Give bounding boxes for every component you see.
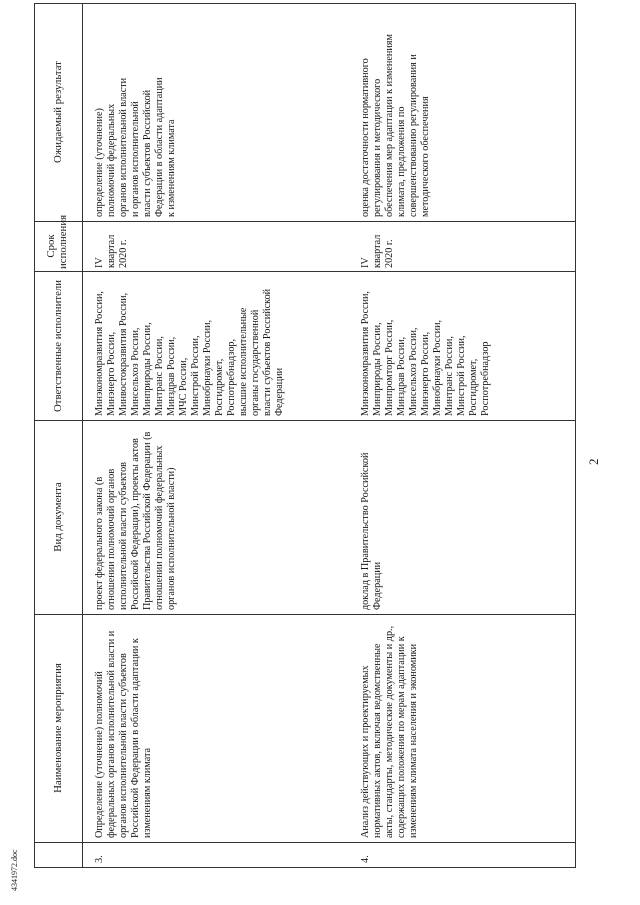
column-header-deadline: Срок исполнения [45,214,69,269]
row-4-number: 4. [360,855,371,863]
executor-line: Роспотребнадзор [480,341,491,416]
column-divider-1 [34,867,575,868]
row-3-number: 3. [94,855,105,863]
row-4-executors [360,274,492,416]
executor-line: Минэнерго России, [106,331,117,416]
measures-table [34,3,576,868]
executor-line: Росгидромет, [214,358,225,416]
row-3-measure-name: Определение (уточнение) полномочий федеральных органов исполнительной власти и органов исполнительной власти субъектов Российской Федерации в области адаптации к изменениям климата [94,630,153,838]
executor-line: Минпромторг России, [384,319,395,416]
column-header-doc-type: Вид документа [52,482,64,552]
executor-line: Минстрой России, [456,335,467,416]
column-divider-3 [34,614,575,615]
column-divider-5 [34,271,575,272]
table-header-separator [82,3,83,868]
column-divider-7 [34,3,575,4]
row-3-executors [94,274,286,416]
row-4-measure-name: Анализ действующих и проектируемых нормативных актов, включая ведомственные акты, стандарты, методические документы и др., содержащих положения по мерам адаптации к изменениям климата населения и экономики [360,625,419,838]
executor-line: Росгидромет, [468,358,479,416]
executor-line: Минсельхоз России, [130,327,141,416]
executor-line: Минстрой России, [190,335,201,416]
executor-line: Минприроды России, [142,322,153,416]
table-top-border [34,3,35,868]
executor-line: Минвостокразвития России, [118,292,129,416]
executor-line: Роспотребнадзор, [226,338,237,416]
executor-line: Минприроды России, [372,322,383,416]
column-header-result: Ожидаемый результат [52,61,64,163]
row-3-expected-result: определение (уточнение) полномочий федеральных органов исполнительной власти и органов исполнительной власти субъектов Российской Федерации в области адаптации к изменениям климата [94,77,177,217]
executor-line: Минэкономразвития России, [360,291,371,416]
executor-line: органы государственной [250,309,261,416]
executor-line: Минобрнауки России, [432,319,443,416]
page-number: 2 [586,458,601,465]
column-header-executors: Ответственные исполнители [52,279,64,413]
executor-line: Минтранс России, [444,336,455,416]
executor-line: высшие исполнительные [238,307,249,416]
row-3-deadline: IV квартал 2020 г. [94,234,129,268]
executor-line: Минсельхоз России, [408,327,419,416]
row-3-document-type: проект федерального закона (в отношении полномочий органов исполнительной власти субъектов Российской Федерации), проекты актов Правительства Российской Федерации (в отношении полномочий федеральных органов исполнительной власти) [94,431,177,610]
executor-line: Федерации [274,367,285,416]
row-4-deadline: IV квартал 2020 г. [360,234,395,268]
executor-line: Минобрнауки России, [202,319,213,416]
row-4-document-type: доклад в Правительство Российской Федерации [360,452,383,610]
column-divider-6 [34,221,575,222]
executor-line: власти субъектов Российской [262,288,273,416]
executor-line: МЧС России, [178,357,189,416]
column-divider-2 [34,842,575,843]
executor-line: Минэнерго России, [420,331,431,416]
column-divider-4 [34,420,575,421]
row-4-expected-result: оценка достаточности нормативного регулирования и методического обеспечения мер адаптации к изменениям климата, предложения по совершенствованию регулирования и методического обеспечения [360,34,431,217]
executor-line: Минтранс России, [154,336,165,416]
executor-line: Минздрав России, [396,336,407,416]
executor-line: Минздрав России, [166,336,177,416]
file-reference: 4341972.doc [10,849,19,891]
table-bottom-border [575,3,576,868]
column-header-name: Наименование мероприятия [52,663,64,793]
executor-line: Минэкономразвития России, [94,291,105,416]
